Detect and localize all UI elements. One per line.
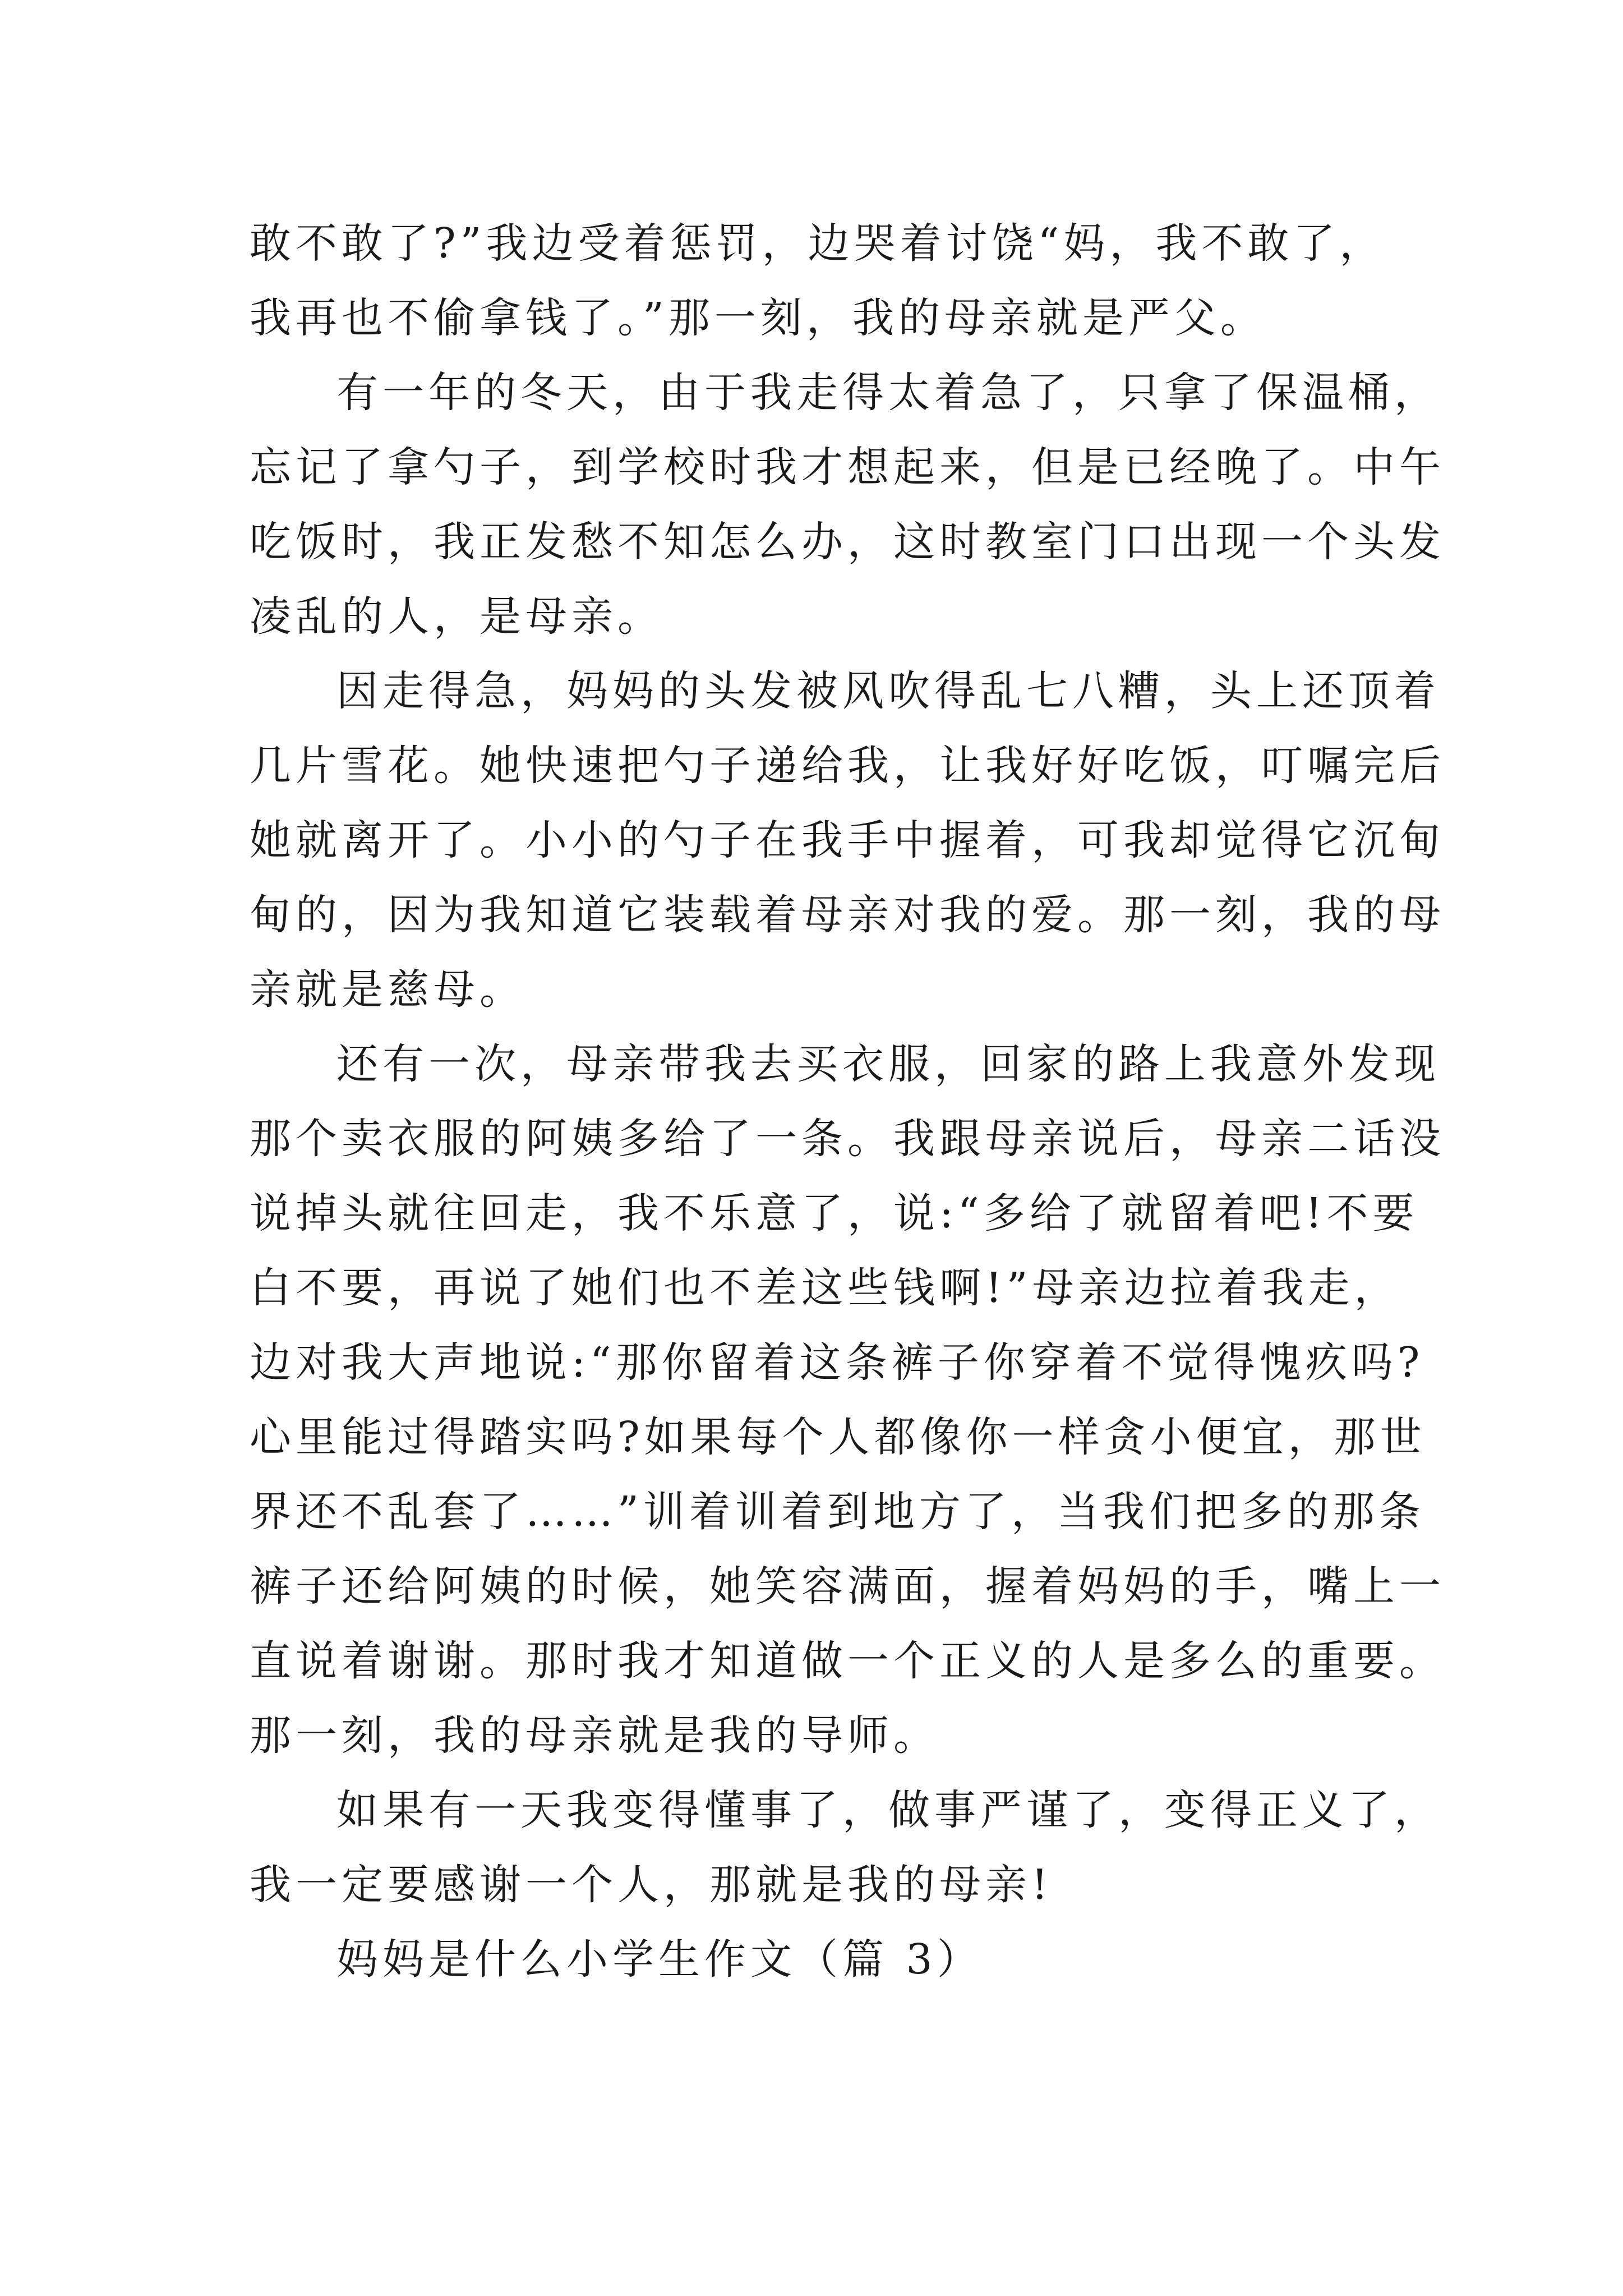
text-line: 界还不乱套了……”训着训着到地方了，当我们把多的那条: [250, 1488, 1425, 1536]
text-line: 敢不敢了?”我边受着惩罚，边哭着讨饶“妈，我不敢了，: [250, 219, 1386, 268]
text-line: 白不要，再说了她们也不差这些钱啊!”母亲边拉着我走，: [250, 1264, 1400, 1312]
paragraph-first-line: 因走得急，妈妈的头发被风吹得乱七八糟，头上还顶着: [336, 667, 1440, 715]
paragraph-first-line: 还有一次，母亲带我去买衣服，回家的路上我意外发现: [336, 1040, 1440, 1088]
text-line: 我一定要感谢一个人，那就是我的母亲!: [250, 1861, 1053, 1909]
text-line: 几片雪花。她快速把勺子递给我，让我好好吃饭，叮嘱完后: [250, 742, 1445, 790]
text-line: 直说着谢谢。那时我才知道做一个正义的人是多么的重要。: [250, 1637, 1445, 1685]
text-line: 她就离开了。小小的勺子在我手中握着，可我却觉得它沉甸: [250, 816, 1445, 864]
text-line: 那个卖衣服的阿姨多给了一条。我跟母亲说后，母亲二话没: [250, 1115, 1445, 1163]
text-line: 忘记了拿勺子，到学校时我才想起来，但是已经晚了。中午: [250, 443, 1445, 491]
text-line: 亲就是慈母。: [250, 965, 525, 1014]
text-line: 心里能过得踏实吗?如果每个人都像你一样贪小便宜，那世: [250, 1413, 1426, 1461]
text-line: 裤子还给阿姨的时候，她笑容满面，握着妈妈的手，嘴上一: [250, 1562, 1445, 1611]
section-heading: 妈妈是什么小学生作文（篇 3）: [336, 1935, 983, 1984]
text-line: 甸的，因为我知道它装载着母亲对我的爱。那一刻，我的母: [250, 891, 1445, 939]
text-line: 我再也不偷拿钱了。”那一刻，我的母亲就是严父。: [250, 294, 1266, 342]
text-line: 凌乱的人，是母亲。: [250, 592, 663, 641]
paragraph-first-line: 有一年的冬天，由于我走得太着急了，只拿了保温桶，: [336, 369, 1440, 417]
text-line: 吃饭时，我正发愁不知怎么办，这时教室门口出现一个头发: [250, 518, 1445, 566]
text-line: 说掉头就往回走，我不乐意了，说:“多给了就留着吧!不要: [250, 1189, 1419, 1237]
text-line: 边对我大声地说:“那你留着这条裤子你穿着不觉得愧疚吗?: [250, 1338, 1424, 1387]
paragraph-first-line: 如果有一天我变得懂事了，做事严谨了，变得正义了，: [336, 1786, 1440, 1834]
text-line: 那一刻，我的母亲就是我的导师。: [250, 1711, 939, 1760]
